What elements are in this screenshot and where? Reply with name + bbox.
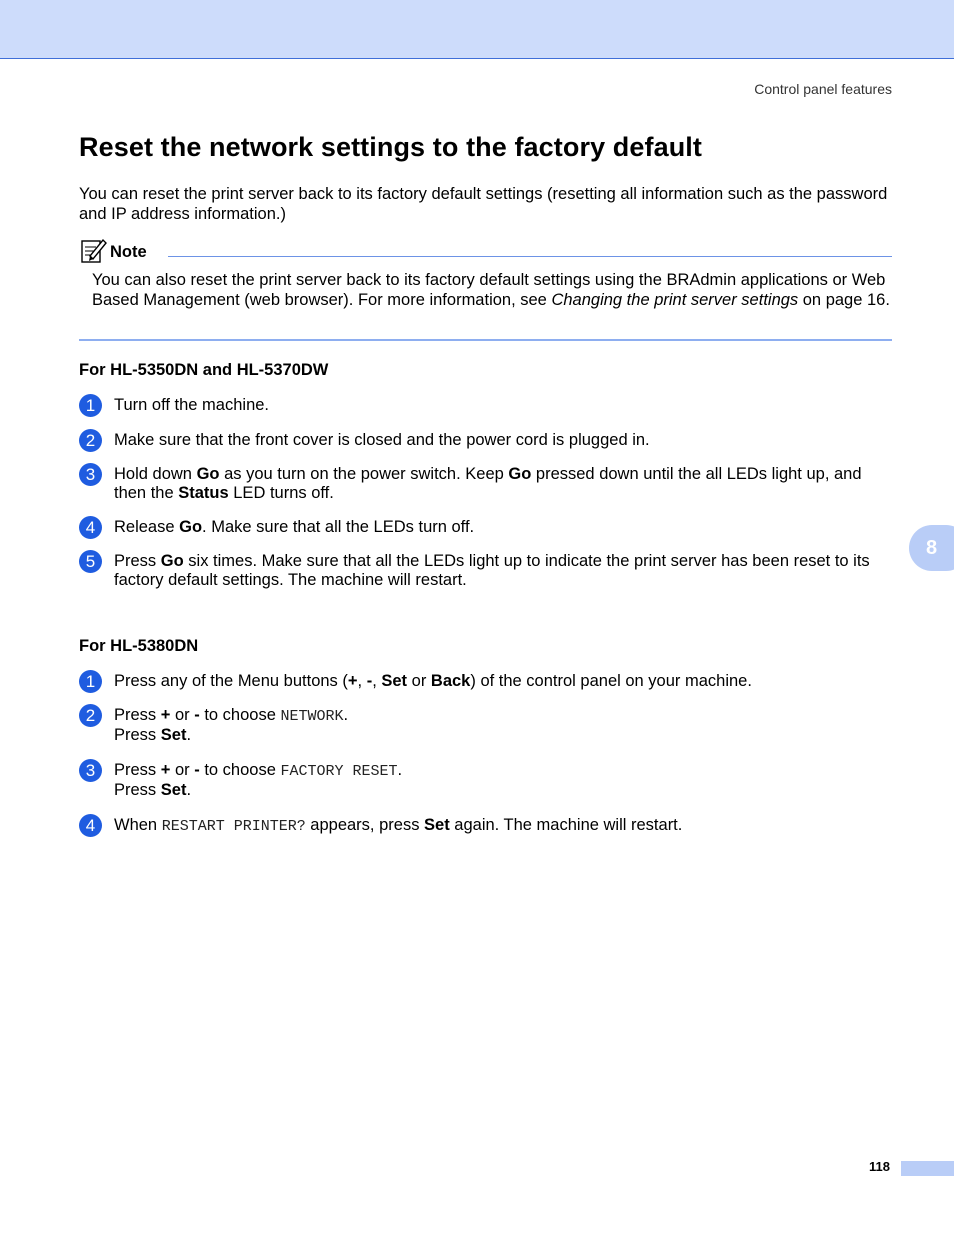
- lcd-text: NETWORK: [280, 708, 344, 725]
- step-text: Press Go six times. Make sure that all the LEDs light up to indicate the print server has been reset to its factory default settings. The machine will restart.: [114, 552, 870, 589]
- step-number-badge: 5: [79, 550, 102, 573]
- step-number-badge: 2: [79, 704, 102, 727]
- page-title: Reset the network settings to the factory default: [79, 132, 702, 162]
- step-number-badge: 3: [79, 463, 102, 486]
- page-number: 118: [869, 1159, 890, 1174]
- note-divider-bottom: [79, 339, 892, 341]
- step-text: Hold down Go as you turn on the power switch. Keep Go pressed down until the all LEDs light up, and then the Status LED turns off.: [114, 465, 862, 502]
- running-header: Control panel features: [754, 81, 892, 97]
- note-label: Note: [110, 243, 147, 261]
- step-text: Press any of the Menu buttons (+, -, Set or Back) of the control panel on your machine.: [114, 672, 752, 690]
- note-divider-top: [168, 256, 892, 257]
- step-number-badge: 2: [79, 429, 102, 452]
- note-text: You can also reset the print server back to its factory default settings using the BRAdmin applications or Web Based Management (web browser). For more information, see Changing the print server settings on page 16.: [92, 271, 890, 309]
- step-text: Turn off the machine.: [114, 396, 270, 414]
- step-number-badge: 1: [79, 394, 102, 417]
- step-number-badge: 4: [79, 814, 102, 837]
- step-text: Make sure that the front cover is closed and the power cord is plugged in.: [114, 431, 650, 449]
- section-heading-hl5380: For HL-5380DN: [79, 637, 199, 655]
- step-text: Press + or - to choose NETWORK. Press Set.: [114, 706, 349, 744]
- note-link-text: Changing the print server settings: [551, 291, 799, 309]
- step-text: Press + or - to choose FACTORY RESET. Press Set.: [114, 761, 403, 799]
- lcd-text: FACTORY RESET: [280, 763, 398, 780]
- section-heading-hl5350: For HL-5350DN and HL-5370DW: [79, 361, 329, 379]
- step-text: Release Go. Make sure that all the LEDs turn off.: [114, 518, 475, 536]
- step-number-badge: 4: [79, 516, 102, 539]
- top-header-band: [0, 0, 954, 59]
- step-number-badge: 3: [79, 759, 102, 782]
- chapter-tab: 8: [909, 525, 954, 571]
- step-number-badge: 1: [79, 670, 102, 693]
- page-number-bar: [901, 1161, 954, 1176]
- lcd-text: RESTART PRINTER?: [161, 818, 306, 835]
- intro-paragraph: You can reset the print server back to its factory default settings (resetting all information such as the password and IP address information.): [79, 185, 888, 223]
- note-pencil-icon: [80, 236, 108, 264]
- step-text: When RESTART PRINTER? appears, press Set again. The machine will restart.: [114, 816, 683, 835]
